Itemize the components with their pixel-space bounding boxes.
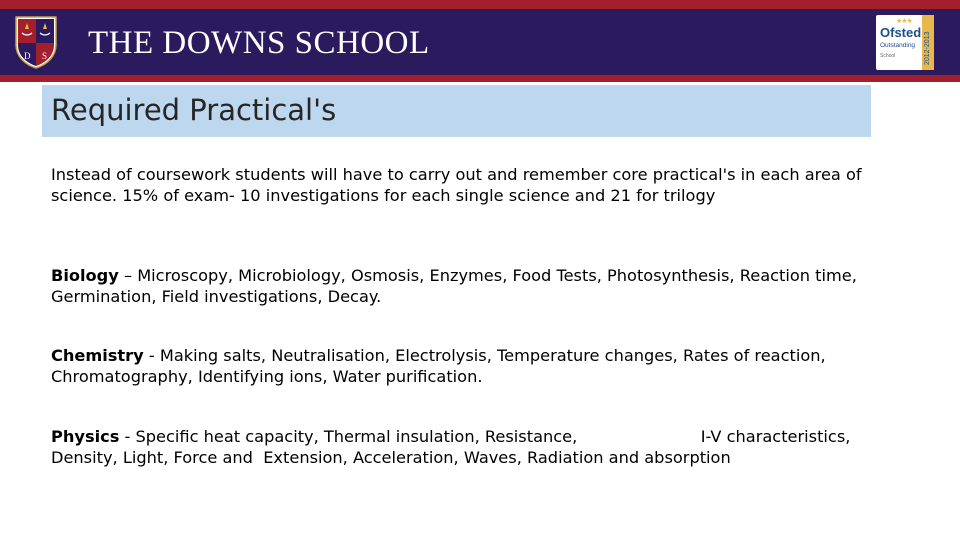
ofsted-type: School — [880, 53, 896, 59]
chemistry-paragraph — [51, 346, 871, 387]
header-inner-band — [0, 9, 960, 75]
ofsted-badge — [876, 15, 934, 70]
biology-separator: – — [118, 266, 138, 285]
chemistry-text: Making salts, Neutralisation, Electrolysis, Temperature changes, Rates of reaction, Chromatography, Identifying ions, Water purification. — [51, 346, 831, 386]
slide-title-bar — [42, 85, 871, 137]
physics-text: Specific heat capacity, Thermal insulation, Resistance, I-V characteristics, Density, Light, Force and Extension, Acceleration, Waves, Radiation and absorption — [51, 427, 856, 467]
chemistry-label: Chemistry — [51, 346, 144, 365]
school-crest-logo — [14, 15, 58, 69]
school-name: THE DOWNS SCHOOL — [88, 25, 430, 61]
intro-paragraph: Instead of coursework students will have to carry out and remember core practical's in each area of science. 15% of exam- 10 investigations for each single science and 21 for trilogy — [51, 165, 867, 205]
physics-label: Physics — [51, 427, 120, 446]
slide-title: Required Practical's — [51, 93, 337, 127]
ofsted-years: 2012-2013 — [924, 31, 931, 65]
chemistry-separator: - — [143, 346, 160, 365]
biology-label: Biology — [51, 266, 119, 285]
header-banner — [0, 0, 960, 82]
crest-letter-s: S — [42, 51, 48, 61]
ofsted-rating: Outstanding — [880, 42, 916, 49]
ofsted-years-strip — [922, 15, 934, 70]
physics-separator: - — [119, 427, 136, 446]
biology-paragraph — [51, 266, 871, 307]
ofsted-brand: Ofsted — [880, 25, 922, 40]
biology-text: Microscopy, Microbiology, Osmosis, Enzymes, Food Tests, Photosynthesis, Reaction time, Germination, Field investigations, Decay. — [51, 266, 863, 306]
physics-paragraph — [51, 427, 871, 468]
ofsted-stars-icon: ★★★ — [896, 17, 912, 25]
crest-letter-d: D — [24, 51, 31, 61]
